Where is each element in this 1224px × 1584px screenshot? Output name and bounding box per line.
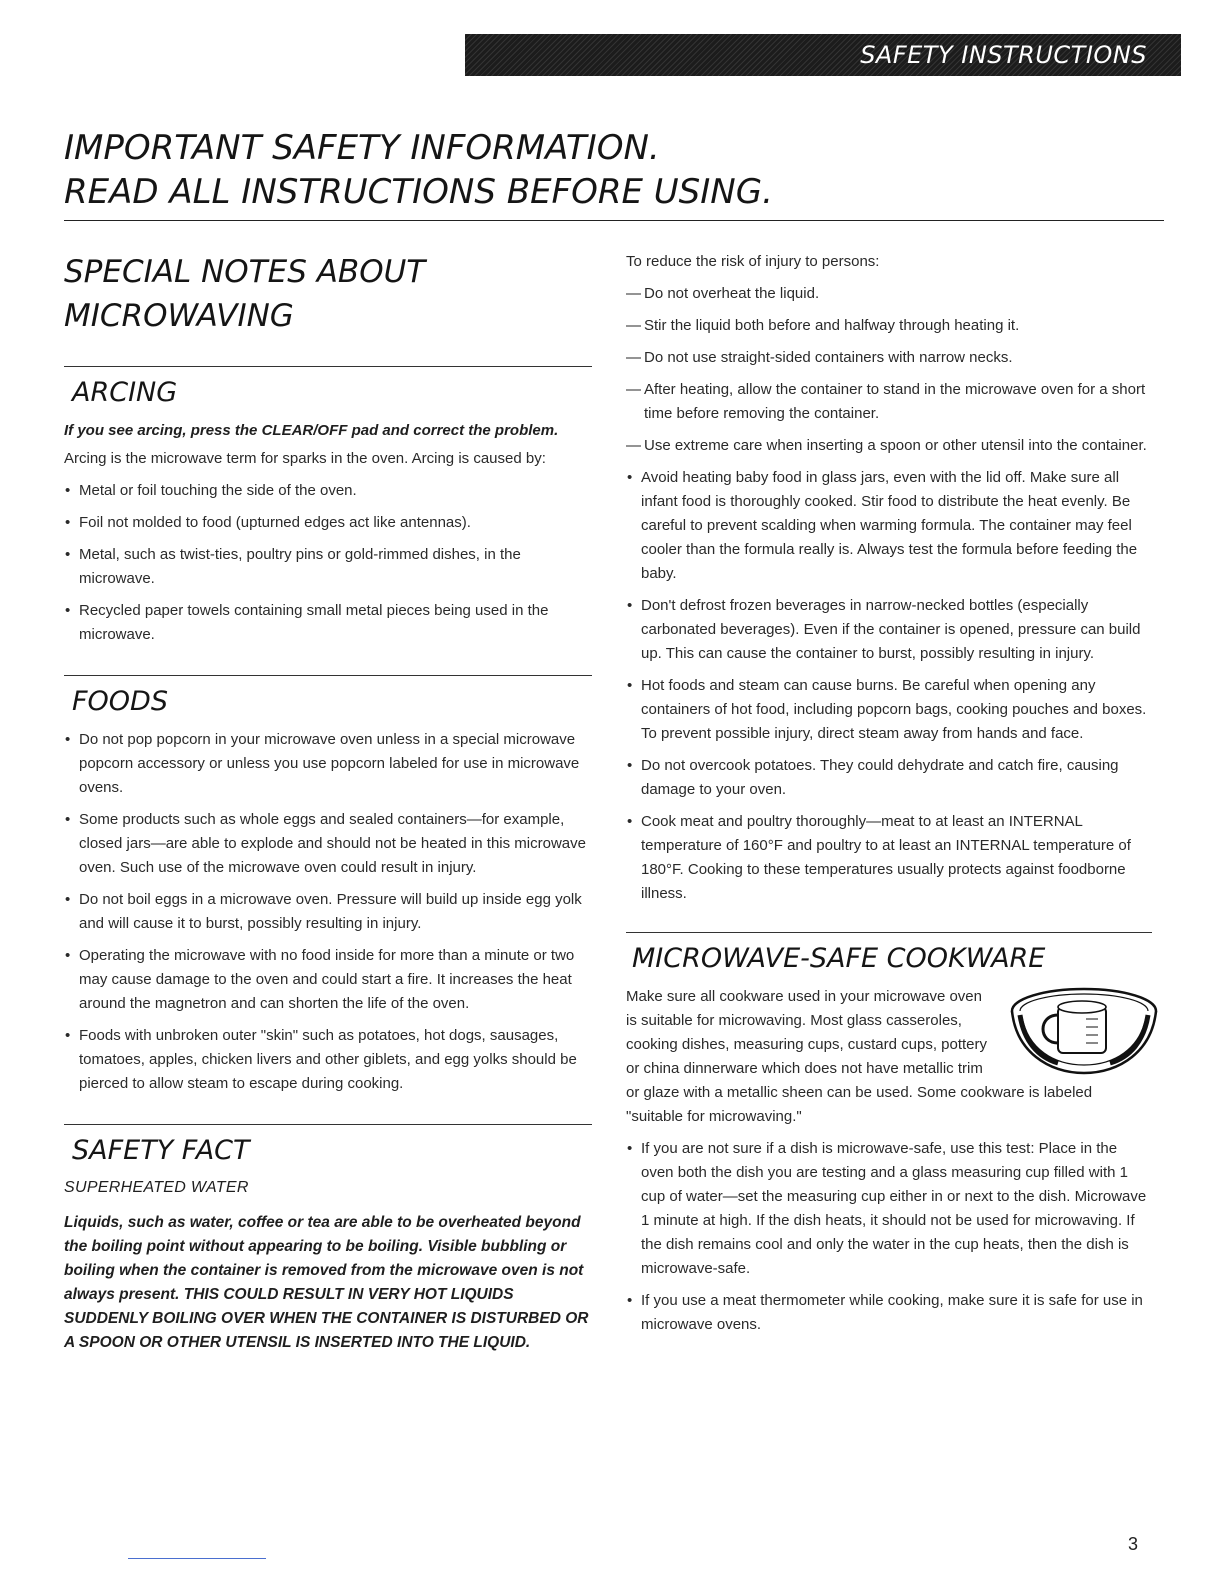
arcing-heading: ARCING: [72, 377, 178, 408]
list-item: — Do not overheat the liquid.: [626, 282, 1152, 306]
section-divider: [64, 366, 592, 367]
cookware-heading: MICROWAVE-SAFE COOKWARE: [632, 943, 1046, 974]
page-title-line-1: IMPORTANT SAFETY INFORMATION.: [64, 128, 660, 168]
list-item: — After heating, allow the container to stand in the microwave oven for a short time before removing the container.: [626, 378, 1152, 426]
liquid-precautions-list: [626, 282, 1152, 458]
right-column: [626, 250, 1152, 1345]
list-item: — Stir the liquid both before and halfway through heating it.: [626, 314, 1152, 338]
safety-fact-heading: SAFETY FACT: [72, 1135, 250, 1166]
list-item: • Metal, such as twist-ties, poultry pins or gold-rimmed dishes, in the microwave.: [64, 543, 592, 591]
section-divider: [64, 675, 592, 676]
glass-dish-measuring-cup-icon: [1008, 981, 1160, 1077]
cookware-list: [626, 1137, 1152, 1337]
list-item: • Cook meat and poultry thoroughly—meat to at least an INTERNAL temperature of 160°F and poultry to at least an INTERNAL temperature of 180°F. Cooking to these temperatures usually protects against foodborne illness.: [626, 810, 1152, 906]
list-item: • If you use a meat thermometer while cooking, make sure it is safe for use in microwave ovens.: [626, 1289, 1152, 1337]
cookware-section: [626, 932, 1152, 1337]
list-item: — Do not use straight-sided containers with narrow necks.: [626, 346, 1152, 370]
list-item: • Do not overcook potatoes. They could dehydrate and catch fire, causing damage to your oven.: [626, 754, 1152, 802]
arcing-intro: Arcing is the microwave term for sparks in the oven. Arcing is caused by:: [64, 450, 546, 467]
list-item: — Use extreme care when inserting a spoon or other utensil into the container.: [626, 434, 1152, 458]
foods-list: [64, 728, 592, 1096]
section-divider: [64, 1124, 592, 1125]
arcing-section: [64, 366, 592, 647]
list-item: • Recycled paper towels containing small metal pieces being used in the microwave.: [64, 599, 592, 647]
list-item: • Don't defrost frozen beverages in narrow-necked bottles (especially carbonated beverages). Even if the container is opened, pressure can build up. This can cause the container to burst, possibly resulting in injury.: [626, 594, 1152, 666]
superheated-water-subheading: SUPERHEATED WATER: [64, 1179, 249, 1196]
special-notes-line-1: SPECIAL NOTES ABOUT: [64, 254, 426, 290]
page-number: 3: [1128, 1534, 1139, 1554]
arcing-lead: If you see arcing, press the CLEAR/OFF pad and correct the problem.: [64, 422, 559, 439]
risk-intro: To reduce the risk of injury to persons:: [626, 253, 880, 270]
list-item: • Avoid heating baby food in glass jars, even with the lid off. Make sure all infant food is thoroughly cooked. Stir food to distribute the heat evenly. Be careful to prevent scalding when warming formula. The container may feel cooler than the formula really is. Always test the formula before feeding the baby.: [626, 466, 1152, 586]
safety-fact-section: [64, 1124, 592, 1355]
footer-rule: [128, 1558, 266, 1559]
list-item: • Foil not molded to food (upturned edges act like antennas).: [64, 511, 592, 535]
list-item: • Some products such as whole eggs and sealed containers—for example, closed jars—are able to explode and should not be heated in this microwave oven. Such use of the microwave oven could result in injury.: [64, 808, 592, 880]
list-item: • Hot foods and steam can cause burns. Be careful when opening any containers of hot food, including popcorn bags, cooking pouches and boxes. To prevent possible injury, direct steam away from hands and face.: [626, 674, 1152, 746]
title-divider: [64, 220, 1164, 221]
foods-heading: FOODS: [72, 686, 168, 717]
foods-section: [64, 675, 592, 1096]
arcing-list: [64, 479, 592, 647]
banner-label: SAFETY INSTRUCTIONS: [860, 41, 1147, 69]
section-banner: [465, 34, 1181, 76]
list-item: • Metal or foil touching the side of the oven.: [64, 479, 592, 503]
general-precautions-list: [626, 466, 1152, 906]
list-item: • Do not pop popcorn in your microwave oven unless in a special microwave popcorn accessory or unless you use popcorn labeled for use in microwave ovens.: [64, 728, 592, 800]
left-column: [64, 250, 592, 1355]
list-item: • Operating the microwave with no food inside for more than a minute or two may cause damage to the oven and could start a fire. It increases the heat around the magnetron and can shorten the life of the oven.: [64, 944, 592, 1016]
list-item: • If you are not sure if a dish is microwave-safe, use this test: Place in the oven both the dish you are testing and a glass measuring cup filled with 1 cup of water—set the measuring cup either in or next to the dish. Microwave 1 minute at high. If the dish heats, it should not be used for microwaving. If the dish remains cool and only the water in the cup heats, then the dish is microwave-safe.: [626, 1137, 1152, 1281]
page-title: [64, 126, 1164, 214]
section-divider: [626, 932, 1152, 933]
special-notes-line-2: MICROWAVING: [64, 298, 294, 334]
list-item: • Do not boil eggs in a microwave oven. Pressure will build up inside egg yolk and will cause it to burst, possibly resulting in injury.: [64, 888, 592, 936]
special-notes-heading: [64, 250, 592, 338]
superheated-water-warning: Liquids, such as water, coffee or tea are able to be overheated beyond the boiling point without appearing to be boiling. Visible bubbling or boiling when the container is removed from the microwave oven is not always present. THIS COULD RESULT IN VERY HOT LIQUIDS SUDDENLY BOILING OVER WHEN THE CONTAINER IS DISTURBED OR A SPOON OR OTHER UTENSIL IS INSERTED INTO THE LIQUID.: [64, 1214, 589, 1351]
page-title-line-2: READ ALL INSTRUCTIONS BEFORE USING.: [64, 172, 773, 212]
list-item: • Foods with unbroken outer "skin" such as potatoes, hot dogs, sausages, tomatoes, apples, chicken livers and other giblets, and egg yolks should be pierced to allow steam to escape during cooking.: [64, 1024, 592, 1096]
cookware-intro: Make sure all cookware used in your microwave oven is suitable for microwaving. Most glass casseroles, cooking dishes, measuring cups, custard cups, pottery or china dinnerware which does not have metallic trim or glaze with a metallic sheen can be used. Some cookware is labeled "suitable for microwaving.": [626, 988, 1093, 1125]
